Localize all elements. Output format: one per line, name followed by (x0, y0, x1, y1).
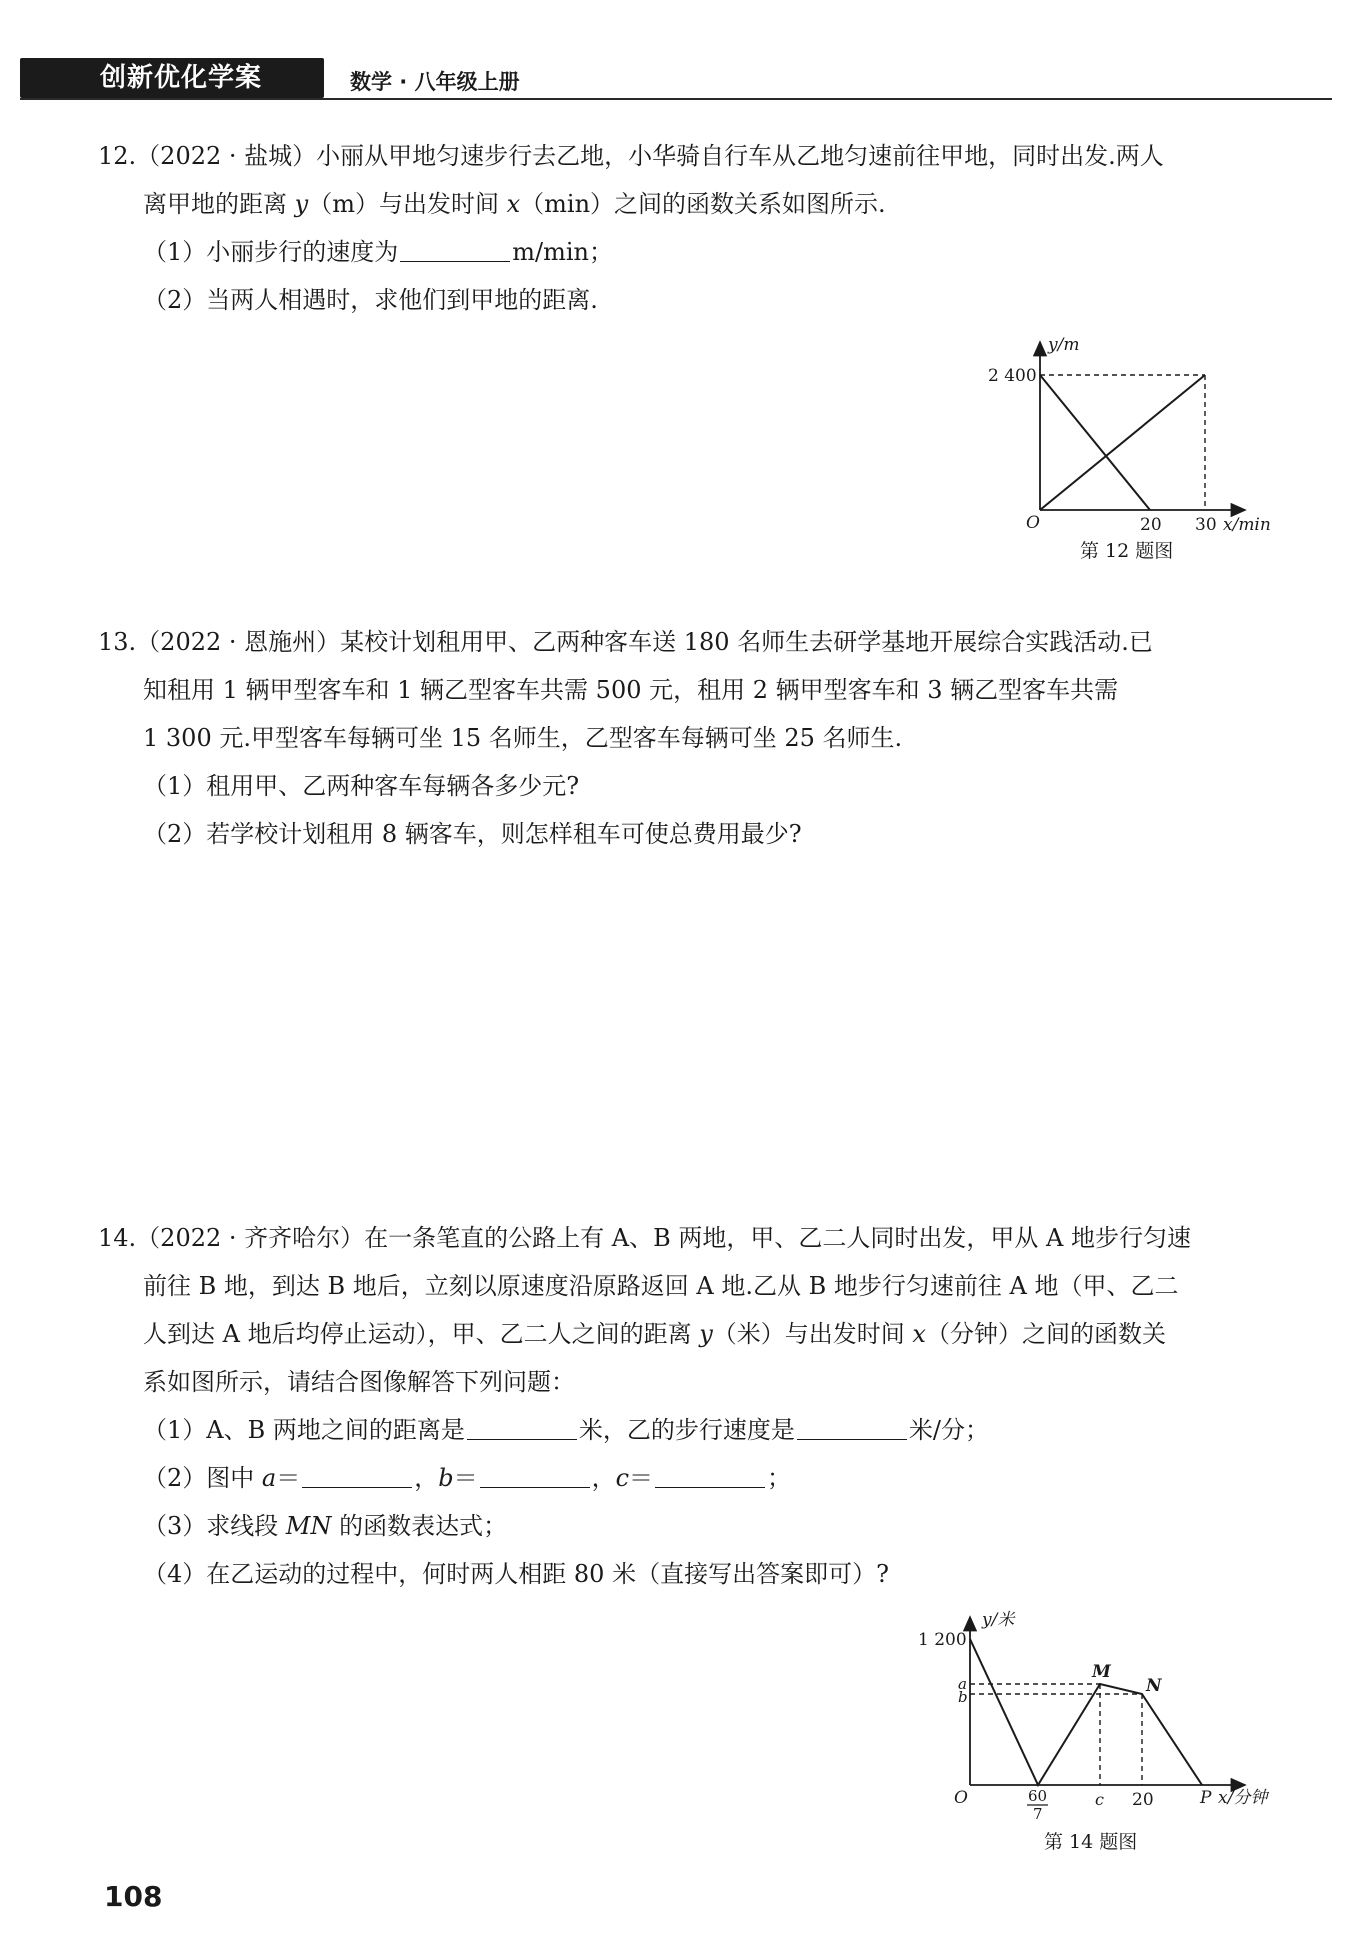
page-number: 108 (104, 1880, 163, 1913)
q13-part2: （2）若学校计划租用 8 辆客车，则怎样租车可使总费用最少? (143, 820, 802, 848)
x-tick-frac-den: 7 (1033, 1805, 1043, 1823)
y-axis-label: y/米 (982, 1610, 1015, 1630)
q14-part3-text-a: （3）求线段 (143, 1512, 286, 1540)
answer-blank[interactable] (797, 1415, 907, 1440)
q14-part3-text-b: 的函数表达式； (331, 1512, 508, 1540)
x-axis-label: x/分钟 (1218, 1788, 1268, 1808)
header-brand: 创新优化学案 (100, 63, 263, 93)
q13-part1: （1）租用甲、乙两种客车每辆各多少元? (143, 772, 580, 800)
q14-part1-text-c: 米/分； (908, 1416, 989, 1444)
q14-var-x: x (912, 1320, 926, 1348)
q12-line2 (143, 180, 886, 228)
q14-var-mn: MN (285, 1512, 332, 1540)
header-subject: 数学 · 八年级上册 (350, 70, 520, 94)
y-tick-2400: 2 400 (988, 366, 1037, 386)
terminator: ； (767, 1464, 792, 1492)
q14-var-b: b (438, 1464, 454, 1492)
x-tick-20: 20 (1140, 515, 1162, 535)
x-tick-30: 30 (1195, 515, 1217, 535)
q14-line2: 前往 B 地，到达 B 地后，立刻以原速度沿原路返回 A 地.乙从 B 地步行匀速前往 A 地（甲、乙二 (143, 1272, 1179, 1300)
q12-var-y: y (294, 190, 309, 218)
q14-part1 (143, 1406, 989, 1454)
q12-part1-text: （1）小丽步行的速度为 (143, 238, 399, 266)
y-tick-b: b (958, 1688, 968, 1706)
equals-sign: ＝ (629, 1464, 654, 1492)
answer-blank[interactable] (400, 237, 510, 262)
x-tick-p: P (1200, 1788, 1212, 1808)
q13-line2: 知租用 1 辆甲型客车和 1 辆乙型客车共需 500 元，租用 2 辆甲型客车和 3 辆乙型客车共需 (143, 676, 1119, 704)
q12-figure (980, 330, 1300, 570)
answer-blank[interactable] (480, 1463, 590, 1488)
q14-var-a: a (261, 1464, 277, 1492)
separator: ， (591, 1464, 616, 1492)
q14-var-c: c (615, 1464, 630, 1492)
equals-sign: ＝ (453, 1464, 478, 1492)
q14-line1 (98, 1214, 1191, 1262)
q12-text-2a: 离甲地的距离 (143, 190, 295, 218)
header-rule (20, 98, 1332, 100)
answer-blank[interactable] (302, 1463, 412, 1488)
x-tick-c: c (1095, 1790, 1104, 1809)
q12-part1-unit: m/min； (512, 238, 614, 266)
q13-number: 13. (98, 628, 137, 656)
q14-line4: 系如图所示，请结合图像解答下列问题： (143, 1368, 575, 1396)
q13-line3: 1 300 元.甲型客车每辆可坐 15 名师生，乙型客车每辆可坐 25 名师生. (143, 724, 903, 752)
equals-sign: ＝ (276, 1464, 301, 1492)
origin-label: O (954, 1788, 968, 1808)
x-axis-label: x/min (1223, 515, 1271, 535)
answer-blank[interactable] (655, 1463, 765, 1488)
q14-part4: （4）在乙运动的过程中，何时两人相距 80 米（直接写出答案即可）? (143, 1560, 889, 1588)
q12-part2: （2）当两人相遇时，求他们到甲地的距离. (143, 286, 598, 314)
q13-line1 (98, 618, 1153, 666)
q14-part2 (143, 1454, 791, 1502)
point-m-label: M (1092, 1662, 1111, 1682)
q12-text-2c: （min）之间的函数关系如图所示. (520, 190, 886, 218)
q14-graph (910, 1605, 1290, 1860)
q14-part1-text-a: （1）A、B 两地之间的距离是 (143, 1416, 465, 1444)
q12-text-1: （2022 · 盐城）小丽从甲地匀速步行去乙地，小华骑自行车从乙地匀速前往甲地，同时出发.两人 (136, 142, 1164, 170)
q14-part1-text-b: 米，乙的步行速度是 (578, 1416, 795, 1444)
origin-label: O (1026, 513, 1040, 533)
separator: ， (414, 1464, 439, 1492)
q12-graph (980, 330, 1300, 570)
xiaohua-line (1040, 375, 1150, 510)
q14-var-y: y (699, 1320, 713, 1348)
q12-caption: 第 12 题图 (1080, 540, 1174, 562)
q14-text-3a: 人到达 A 地后均停止运动），甲、乙二人之间的距离 (143, 1320, 700, 1348)
q14-part2-text: （2）图中 (143, 1464, 262, 1492)
q14-figure (910, 1605, 1290, 1860)
q12-part1 (143, 228, 613, 276)
q13-text-1: （2022 · 恩施州）某校计划租用甲、乙两种客车送 180 名师生去研学基地开展综合实践活动.已 (136, 628, 1153, 656)
point-n-label: N (1146, 1676, 1162, 1696)
answer-blank[interactable] (467, 1415, 577, 1440)
q14-text-1: （2022 · 齐齐哈尔）在一条笔直的公路上有 A、B 两地，甲、乙二人同时出发，甲从 A 地步行匀速 (136, 1224, 1191, 1252)
q14-line3 (143, 1310, 1166, 1358)
q14-text-3b: （米）与出发时间 (712, 1320, 913, 1348)
q14-text-3c: （分钟）之间的函数关 (925, 1320, 1166, 1348)
q14-part3 (143, 1502, 507, 1550)
y-tick-1200: 1 200 (918, 1630, 967, 1650)
xiaoli-line (1040, 375, 1205, 510)
distance-graph (970, 1639, 1202, 1785)
q12-number: 12. (98, 142, 137, 170)
x-tick-frac-num: 60 (1028, 1787, 1048, 1805)
q12-line1 (98, 132, 1164, 180)
y-axis-label: y/m (1048, 335, 1080, 355)
x-tick-20: 20 (1132, 1790, 1154, 1810)
y-tick-a: a (958, 1675, 967, 1693)
q14-caption: 第 14 题图 (1044, 1831, 1138, 1853)
q14-number: 14. (98, 1224, 137, 1252)
q12-var-x: x (506, 190, 521, 218)
q12-text-2b: （m）与出发时间 (308, 190, 507, 218)
